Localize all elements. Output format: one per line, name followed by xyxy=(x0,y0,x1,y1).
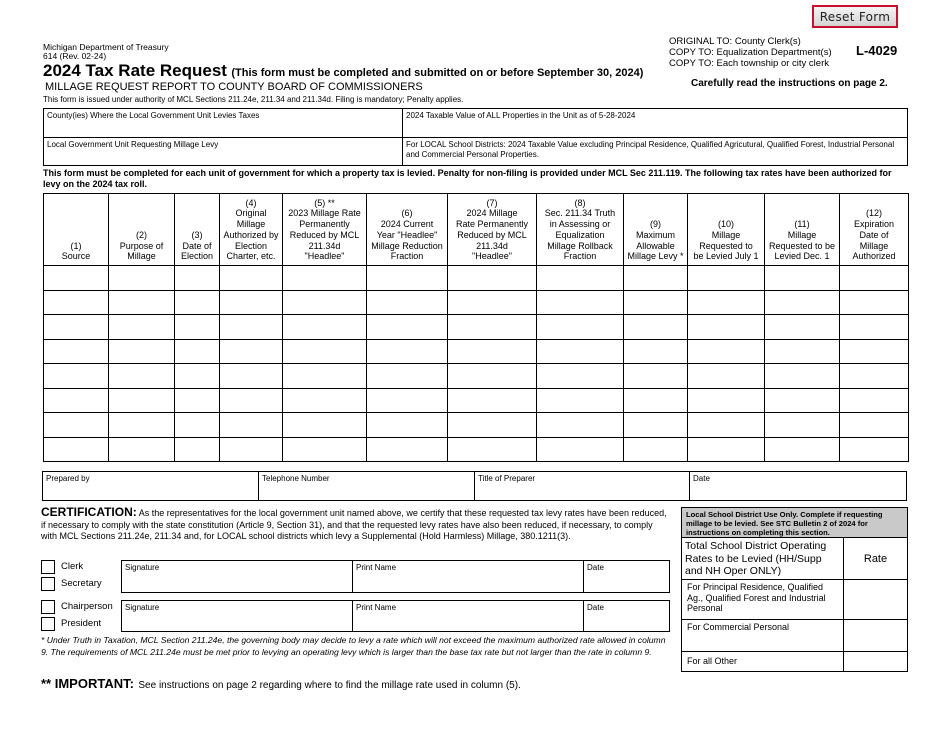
column-header-line: "Headlee" xyxy=(304,251,345,262)
table-cell-col-10[interactable] xyxy=(688,339,765,364)
table-cell-col-10[interactable] xyxy=(688,315,765,340)
column-header-5 xyxy=(283,194,367,266)
table-cell-col-7[interactable] xyxy=(448,290,537,315)
column-header-line: 2023 Millage Rate xyxy=(288,208,361,219)
principal-residence-label: For Principal Residence, Qualified Ag., Qualified Forest and Industrial Personal xyxy=(682,580,844,620)
distribution-list xyxy=(669,36,832,69)
table-cell-col-4[interactable] xyxy=(220,413,283,438)
table-cell-col-1[interactable] xyxy=(44,388,109,413)
table-cell-col-11[interactable] xyxy=(765,290,840,315)
table-cell-col-6[interactable] xyxy=(367,388,448,413)
table-cell-col-4[interactable] xyxy=(220,315,283,340)
read-instructions-note: Carefully read the instructions on page 2. xyxy=(691,78,888,89)
column-header-line: Millage xyxy=(859,240,889,251)
table-cell-col-10[interactable] xyxy=(688,437,765,462)
column-header-9 xyxy=(624,194,688,266)
millage-table-body xyxy=(44,266,909,462)
column-header-line: Sec. 211.34 Truth xyxy=(544,208,616,219)
table-cell-col-12[interactable] xyxy=(840,266,909,291)
table-cell-col-5[interactable] xyxy=(283,437,367,462)
signature-box-2 xyxy=(121,600,670,632)
table-cell-col-6[interactable] xyxy=(367,413,448,438)
table-row xyxy=(44,364,909,389)
table-cell-col-8[interactable] xyxy=(537,364,624,389)
table-cell-col-9[interactable] xyxy=(624,315,688,340)
column-header-line: (3) xyxy=(191,229,203,240)
table-cell-col-8[interactable] xyxy=(537,290,624,315)
table-cell-col-9[interactable] xyxy=(624,290,688,315)
table-cell-col-9[interactable] xyxy=(624,266,688,291)
form-revision: 614 (Rev. 02-24) xyxy=(43,51,107,61)
total-rates-label: Total School District Operating Rates to be Levied (HH/Supp and NH Oper ONLY) xyxy=(682,538,844,580)
table-cell-col-9[interactable] xyxy=(624,437,688,462)
column-header-line: Charter, etc. xyxy=(226,251,276,262)
table-row xyxy=(44,437,909,462)
table-cell-col-7[interactable] xyxy=(448,413,537,438)
all-other-rate-input[interactable] xyxy=(844,652,907,671)
school-district-section xyxy=(681,507,908,672)
column-header-7 xyxy=(448,194,537,266)
sig-date-field-1[interactable] xyxy=(583,561,607,592)
table-row xyxy=(44,315,909,340)
table-cell-col-7[interactable] xyxy=(448,388,537,413)
column-header-line: (11) xyxy=(794,219,810,230)
table-cell-col-9[interactable] xyxy=(624,388,688,413)
sig-date-label-1: Date xyxy=(587,563,604,572)
column-header-line: Allowable xyxy=(636,240,675,251)
taxable-value-label: 2024 Taxable Value of ALL Properties in the Unit as of 5-28-2024 xyxy=(406,111,636,120)
rate-column-header: Rate xyxy=(844,538,907,580)
table-cell-col-1[interactable] xyxy=(44,437,109,462)
column-header-line: Year "Headlee" xyxy=(376,229,438,240)
column-header-4 xyxy=(220,194,283,266)
column-header-line: Rate Permanently xyxy=(455,219,529,230)
column-header-line: (7) xyxy=(486,197,498,208)
column-header-line: Date of xyxy=(859,229,889,240)
school-taxable-field[interactable] xyxy=(402,137,908,166)
table-cell-col-8[interactable] xyxy=(537,315,624,340)
signature-field-2[interactable] xyxy=(122,601,162,631)
table-cell-col-2[interactable] xyxy=(109,315,175,340)
column-header-line: Source xyxy=(61,251,91,262)
table-cell-col-5[interactable] xyxy=(283,315,367,340)
table-cell-col-9[interactable] xyxy=(624,413,688,438)
table-cell-col-1[interactable] xyxy=(44,290,109,315)
table-cell-col-2[interactable] xyxy=(109,364,175,389)
table-cell-col-12[interactable] xyxy=(840,364,909,389)
column-header-line: Millage xyxy=(787,229,817,240)
table-cell-col-12[interactable] xyxy=(840,413,909,438)
table-cell-col-6[interactable] xyxy=(367,315,448,340)
column-header-line: 2024 Current xyxy=(380,219,434,230)
table-cell-col-4[interactable] xyxy=(220,266,283,291)
table-cell-col-8[interactable] xyxy=(537,413,624,438)
distribution-original: ORIGINAL TO: County Clerk(s) xyxy=(669,36,801,47)
column-header-line: Millage Levy * xyxy=(627,251,684,262)
table-cell-col-10[interactable] xyxy=(688,388,765,413)
clerk-label: Clerk xyxy=(61,561,84,572)
table-cell-col-3[interactable] xyxy=(175,413,220,438)
column-header-line: Reduced by MCL xyxy=(457,229,527,240)
column-header-8 xyxy=(537,194,624,266)
table-cell-col-6[interactable] xyxy=(367,266,448,291)
table-cell-col-11[interactable] xyxy=(765,266,840,291)
table-row xyxy=(44,266,909,291)
important-text: See instructions on page 2 regarding where to find the millage rate used in column (5). xyxy=(138,680,521,691)
table-cell-col-2[interactable] xyxy=(109,437,175,462)
table-cell-col-5[interactable] xyxy=(283,290,367,315)
print-name-label-1: Print Name xyxy=(356,563,397,572)
table-cell-col-12[interactable] xyxy=(840,388,909,413)
column-header-line: (6) xyxy=(401,208,413,219)
table-cell-col-6[interactable] xyxy=(367,290,448,315)
table-cell-col-5[interactable] xyxy=(283,266,367,291)
column-header-line: (12) xyxy=(865,208,882,219)
table-cell-col-1[interactable] xyxy=(44,413,109,438)
column-header-line: 2024 Millage xyxy=(466,208,518,219)
department-name: Michigan Department of Treasury xyxy=(43,42,169,52)
column-header-line: Date of xyxy=(182,240,212,251)
table-cell-col-2[interactable] xyxy=(109,290,175,315)
column-header-line: Purpose of xyxy=(119,240,164,251)
table-cell-col-3[interactable] xyxy=(175,388,220,413)
signature-label-1: Signature xyxy=(125,563,160,572)
table-cell-col-3[interactable] xyxy=(175,364,220,389)
chairperson-checkbox[interactable] xyxy=(41,600,55,614)
column-header-line: Permanently xyxy=(299,219,350,230)
millage-table xyxy=(43,193,909,462)
certification-body: As the representatives for the local government unit named above, we certify that these requested tax levy rates have been reduced, if necessary to comply with the state constitution (Article 9, Section 31), and that the requested levy rates have also been reduced, if necessary, to comply with MCL Sections 211.24e, 211.34 and, for LOCAL school districts which levy a Supplemental (Hold Harmless) Millage, 380.1211(3). xyxy=(41,508,667,542)
telephone-label: Telephone Number xyxy=(262,474,330,483)
clerk-checkbox[interactable] xyxy=(41,560,55,574)
column-header-line: Millage xyxy=(236,219,266,230)
preparer-row xyxy=(42,471,907,501)
table-cell-col-12[interactable] xyxy=(840,339,909,364)
commercial-personal-rate-input[interactable] xyxy=(844,620,907,652)
print-name-label-2: Print Name xyxy=(356,603,397,612)
table-cell-col-7[interactable] xyxy=(448,339,537,364)
prep-date-field[interactable] xyxy=(690,472,912,504)
chairperson-label: Chairperson xyxy=(61,601,113,612)
table-cell-col-3[interactable] xyxy=(175,315,220,340)
table-cell-col-11[interactable] xyxy=(765,413,840,438)
table-cell-col-5[interactable] xyxy=(283,388,367,413)
form-title-note: (This form must be completed and submitted on or before September 30, 2024) xyxy=(231,67,644,79)
certification-heading: CERTIFICATION: xyxy=(41,505,137,519)
column-header-line: Millage Reduction xyxy=(371,240,443,251)
column-header-line: Requested to be xyxy=(768,240,836,251)
table-cell-col-2[interactable] xyxy=(109,339,175,364)
column-header-3 xyxy=(175,194,220,266)
principal-residence-rate-input[interactable] xyxy=(844,580,907,620)
telephone-field[interactable] xyxy=(259,472,475,500)
table-cell-col-11[interactable] xyxy=(765,364,840,389)
column-header-line: be Levied July 1 xyxy=(693,251,759,262)
column-header-line: Millage xyxy=(711,229,741,240)
table-cell-col-3[interactable] xyxy=(175,339,220,364)
table-cell-col-9[interactable] xyxy=(624,339,688,364)
table-cell-col-8[interactable] xyxy=(537,388,624,413)
sig-date-label-2: Date xyxy=(587,603,604,612)
table-cell-col-9[interactable] xyxy=(624,364,688,389)
form-subtitle: MILLAGE REQUEST REPORT TO COUNTY BOARD OF COMMISSIONERS xyxy=(45,81,423,93)
prepared-by-label: Prepared by xyxy=(46,474,90,483)
table-cell-col-5[interactable] xyxy=(283,339,367,364)
column-header-line: (9) xyxy=(650,219,661,230)
column-header-line: 211.34d xyxy=(308,240,341,251)
table-cell-col-5[interactable] xyxy=(283,364,367,389)
table-cell-col-7[interactable] xyxy=(448,437,537,462)
table-cell-col-1[interactable] xyxy=(44,364,109,389)
column-header-line: Original xyxy=(235,208,267,219)
column-header-line: 211.34d xyxy=(476,240,508,251)
signature-box-1 xyxy=(121,560,670,593)
table-cell-col-11[interactable] xyxy=(765,339,840,364)
table-cell-col-5[interactable] xyxy=(283,413,367,438)
column-header-line: Requested to xyxy=(699,240,753,251)
preparer-title-field[interactable] xyxy=(475,472,690,500)
column-header-11 xyxy=(765,194,840,266)
table-cell-col-6[interactable] xyxy=(367,339,448,364)
column-header-line: Maximum xyxy=(635,229,675,240)
column-header-line: (4) xyxy=(245,197,257,208)
table-cell-col-4[interactable] xyxy=(220,437,283,462)
certification-text xyxy=(41,507,671,543)
column-header-line: Levied Dec. 1 xyxy=(774,251,830,262)
president-checkbox[interactable] xyxy=(41,617,55,631)
table-cell-col-2[interactable] xyxy=(109,266,175,291)
column-header-line: Election xyxy=(180,251,214,262)
column-header-1 xyxy=(44,194,109,266)
taxable-value-field[interactable] xyxy=(402,108,908,138)
county-label: County(ies) Where the Local Government Unit Levies Taxes xyxy=(47,111,260,120)
table-cell-col-12[interactable] xyxy=(840,290,909,315)
column-header-line: Expiration xyxy=(853,219,895,230)
column-header-line: Millage xyxy=(127,251,156,262)
print-name-field-2[interactable] xyxy=(352,601,399,631)
column-header-line: (1) xyxy=(70,240,82,251)
form-title-block xyxy=(43,61,643,81)
table-cell-col-7[interactable] xyxy=(448,364,537,389)
column-header-line: Election xyxy=(234,240,268,251)
table-cell-col-3[interactable] xyxy=(175,437,220,462)
column-header-line: (2) xyxy=(136,229,147,240)
table-cell-col-4[interactable] xyxy=(220,364,283,389)
school-taxable-label: For LOCAL School Districts: 2024 Taxable Value excluding Principal Residence, Qualified Agricutural, Qualified Forest, Industrial Personal and Commercial Personal Properties. xyxy=(406,140,895,159)
table-cell-col-4[interactable] xyxy=(220,290,283,315)
column-header-line: Fraction xyxy=(563,251,597,262)
column-header-line: (10) xyxy=(717,219,734,230)
table-cell-col-7[interactable] xyxy=(448,315,537,340)
preparer-title-label: Title of Preparer xyxy=(478,474,536,483)
table-cell-col-11[interactable] xyxy=(765,388,840,413)
all-other-label: For all Other xyxy=(682,652,844,671)
table-cell-col-3[interactable] xyxy=(175,266,220,291)
distribution-equalization: COPY TO: Equalization Department(s) xyxy=(669,47,832,58)
column-header-line: Authorized xyxy=(852,251,896,262)
county-field[interactable] xyxy=(43,108,403,138)
table-cell-col-8[interactable] xyxy=(537,339,624,364)
form-title: 2024 Tax Rate Request xyxy=(43,61,227,80)
table-cell-col-11[interactable] xyxy=(765,437,840,462)
column-header-line: Reduced by MCL xyxy=(289,229,360,240)
president-label: President xyxy=(61,618,102,629)
table-cell-col-11[interactable] xyxy=(765,315,840,340)
form-number: L-4029 xyxy=(856,43,898,58)
school-district-header: Local School District Use Only. Complete if requesting millage to be levied. See STC Bulletin 2 of 2024 for instructions on completing this section. xyxy=(682,508,907,538)
table-cell-col-8[interactable] xyxy=(537,266,624,291)
column-header-12 xyxy=(840,194,909,266)
column-header-line: (5) ** xyxy=(314,197,335,208)
table-cell-col-7[interactable] xyxy=(448,266,537,291)
table-cell-col-4[interactable] xyxy=(220,339,283,364)
important-note xyxy=(41,675,521,693)
prep-date-label: Date xyxy=(693,474,710,483)
column-header-line: in Assessing or xyxy=(549,219,611,230)
table-cell-col-1[interactable] xyxy=(44,315,109,340)
column-header-line: "Headlee" xyxy=(472,251,512,262)
secretary-label: Secretary xyxy=(61,578,102,589)
millage-table-header xyxy=(44,194,909,266)
local-unit-field[interactable] xyxy=(43,137,403,166)
table-row xyxy=(44,339,909,364)
column-header-line: Fraction xyxy=(390,251,424,262)
table-cell-col-10[interactable] xyxy=(688,413,765,438)
truth-in-taxation-footnote: * Under Truth in Taxation, MCL Section 211.24e, the governing body may decide to levy a rate which will not exceed the maximum authorized rate allowed in column 9. The requirements of MCL 211.24e must be met prior to levying an operating levy which is larger than the base tax rate but not larger than the rate in column 9. xyxy=(41,635,666,657)
column-header-line: Millage Rollback xyxy=(547,240,613,251)
print-name-field-1[interactable] xyxy=(352,561,399,592)
table-cell-col-2[interactable] xyxy=(109,413,175,438)
column-header-line: Authorized by xyxy=(223,229,279,240)
column-header-line: Equalization xyxy=(555,229,605,240)
local-unit-label: Local Government Unit Requesting Millage Levy xyxy=(47,140,219,149)
table-cell-col-12[interactable] xyxy=(840,315,909,340)
authority-note: This form is issued under authority of MCL Sections 211.24e, 211.34 and 211.34d. Filing is mandatory; Penalty applies. xyxy=(43,95,464,104)
table-row xyxy=(44,388,909,413)
table-row xyxy=(44,290,909,315)
table-row xyxy=(44,413,909,438)
table-cell-col-12[interactable] xyxy=(840,437,909,462)
filing-notice: This form must be completed for each unit of government for which a property tax is levied. Penalty for non-filing is provided under MCL Sec 211.119. The following tax rates have been authorized for levy on the 2024 tax roll. xyxy=(43,168,892,189)
column-header-10 xyxy=(688,194,765,266)
secretary-checkbox[interactable] xyxy=(41,577,55,591)
column-header-6 xyxy=(367,194,448,266)
table-cell-col-1[interactable] xyxy=(44,339,109,364)
signature-field-1[interactable] xyxy=(122,561,162,592)
table-cell-col-10[interactable] xyxy=(688,364,765,389)
table-cell-col-6[interactable] xyxy=(367,364,448,389)
table-cell-col-2[interactable] xyxy=(109,388,175,413)
table-cell-col-6[interactable] xyxy=(367,437,448,462)
table-cell-col-10[interactable] xyxy=(688,266,765,291)
commercial-personal-label: For Commercial Personal xyxy=(682,620,844,652)
table-cell-col-8[interactable] xyxy=(537,437,624,462)
reset-form-button[interactable]: Reset Form xyxy=(812,5,898,28)
table-cell-col-4[interactable] xyxy=(220,388,283,413)
prepared-by-field[interactable] xyxy=(43,472,259,500)
table-cell-col-3[interactable] xyxy=(175,290,220,315)
column-header-2 xyxy=(109,194,175,266)
sig-date-field-2[interactable] xyxy=(583,601,607,631)
table-cell-col-1[interactable] xyxy=(44,266,109,291)
distribution-township: COPY TO: Each township or city clerk xyxy=(669,58,829,69)
column-header-line: (8) xyxy=(574,197,586,208)
important-label: ** IMPORTANT: xyxy=(41,676,134,691)
signature-label-2: Signature xyxy=(125,603,160,612)
table-cell-col-10[interactable] xyxy=(688,290,765,315)
